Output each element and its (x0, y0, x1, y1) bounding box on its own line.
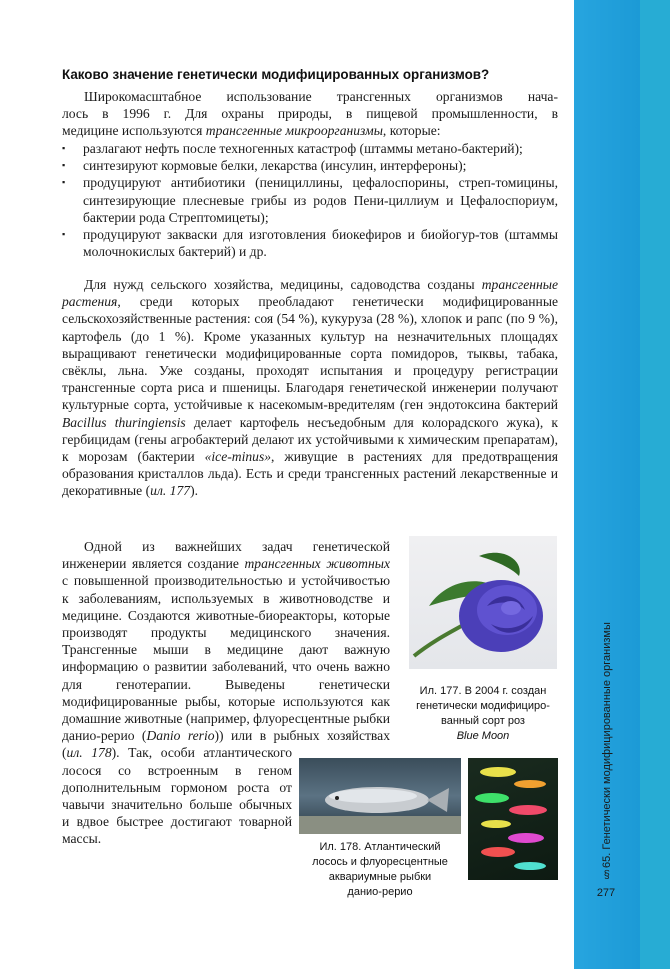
caption-178 (296, 840, 464, 900)
intro-line-2: лось в 1996 г. Для охраны природы, в пищевой промышленности, в (62, 106, 558, 122)
animals-fig-ref: ил. 178 (66, 745, 112, 761)
list-item: ▪ продуцируют закваски для изготовления биокефиров и биойогур-тов (штаммы молочнокислых бактерий) и др. (62, 226, 558, 260)
caption-177-line: Ил. 177. В 2004 г. создан (419, 685, 547, 697)
caption-177-line: генетически модифициро- (416, 700, 550, 712)
intro-text: медицине используются (62, 123, 206, 139)
danio-fish-photo (468, 758, 558, 880)
animals-s2: с повышенной производительностью и устойчивостью к заболеваниям, используемых в животноводстве и медицине. Создаются животные-биореакторы, которые производят продукты медицинского значения. Трансгенные мыши в медицине дают важную информацию о развитии заболеваний, что очень важно для генотерапии. Выведены генетически модифицированные рыбы, которые используются как домашние животные (например, флуоресцентные рыбки данио-рерио ( (62, 573, 390, 744)
animals-term: трансгенных животных (244, 556, 390, 572)
caption-178-line: аквариумные рыбки (328, 871, 432, 883)
plants-s5: ). (190, 483, 198, 499)
intro-line-1: Широкомасштабное использование трансгенных организмов нача- (84, 89, 558, 104)
intro-line-3 (62, 122, 558, 139)
list-item: ▪ синтезируют кормовые белки, лекарства (инсулин, интерфероны); (62, 157, 558, 174)
plants-bacterium: Bacillus thuringiensis (62, 414, 186, 430)
animals-s4: ). Так, особи атлантического лосося со встроенным в геном дополнительным гормоном роста от чавычи значительно больше обычных и вдвое быстрее достигают товарной массы. (62, 745, 292, 847)
section-heading: Каково значение генетически модифицированных организмов? (62, 67, 490, 82)
animals-s1: Одной из важнейших задач генетической инженерии является создание (62, 539, 390, 572)
plants-text (62, 276, 558, 500)
page-number: 277 (596, 887, 616, 899)
chapter-label: §65. Генетически модифицированные организмы (601, 622, 613, 880)
microorganism-list (62, 140, 558, 260)
caption-178-line: лосось и флуоресцентные (312, 856, 448, 868)
caption-178-line: данио-рерио (347, 886, 413, 898)
animals-s3: )) или в рыбных хозяйствах ( (62, 728, 390, 761)
plants-s2: , среди которых преобладают генетически модифицированные сельскохозяйственные растения: соя (54 %), кукуруза (28 %), хлопок и рапс (по 9 %), картофель (до 1 %). Кроме указанных культур на незначительных площадях выращивают генетически модифицированные сорта помидоров, тыквы, табака, свёклы, льна. Уже созданы, проходят испытания и процедуру регистрации трансгенные сорта риса и пшеницы. Благодаря генетической инженерии получают культурные сорта, устойчивые к насекомым-вредителям (ген эндотоксина бактерий (62, 294, 558, 413)
caption-177-line: ванный сорт роз (441, 715, 525, 727)
plants-term: трансгенные растения (62, 277, 558, 310)
plants-ice-minus: «ice-minus» (204, 449, 272, 465)
intro-text-end: , которые: (382, 123, 441, 139)
animals-species: Danio rerio (146, 728, 215, 744)
plants-fig-ref: ил. 177 (150, 483, 191, 499)
blue-rose-photo (409, 536, 557, 669)
salmon-photo (299, 758, 461, 834)
plants-s4: , живущие в растениях для предотвращения образования кристаллов льда). Есть и среди трансгенных растений лекарственные и декоративные ( (62, 449, 558, 499)
caption-177 (406, 684, 560, 744)
caption-177-line: Blue Moon (456, 730, 510, 742)
plants-s3: делает картофель несъедобным для колорадского жука), к гербицидам (гены агробактерий делают их устойчивыми к химическим препаратам), к морозам (бактерии (62, 414, 558, 465)
intro-term: трансгенные микроорганизмы (205, 123, 383, 139)
paragraph-plants (62, 276, 558, 500)
caption-178-line: Ил. 178. Атлантический (319, 841, 441, 853)
side-edge (640, 0, 670, 969)
list-item: ▪ разлагают нефть после техногенных катастроф (штаммы метано-бактерий); (62, 140, 558, 157)
list-item: ▪ продуцируют антибиотики (пенициллины, цефалоспорины, стреп-томицины, синтезирующие плесневые грибы из родов Пени-циллиум и Цефалоспориум, бактерии рода Стрептомицеты); (62, 174, 558, 226)
plants-s1: Для нужд сельского хозяйства, медицины, садоводства созданы (84, 277, 482, 292)
paragraph-intro (62, 88, 558, 140)
